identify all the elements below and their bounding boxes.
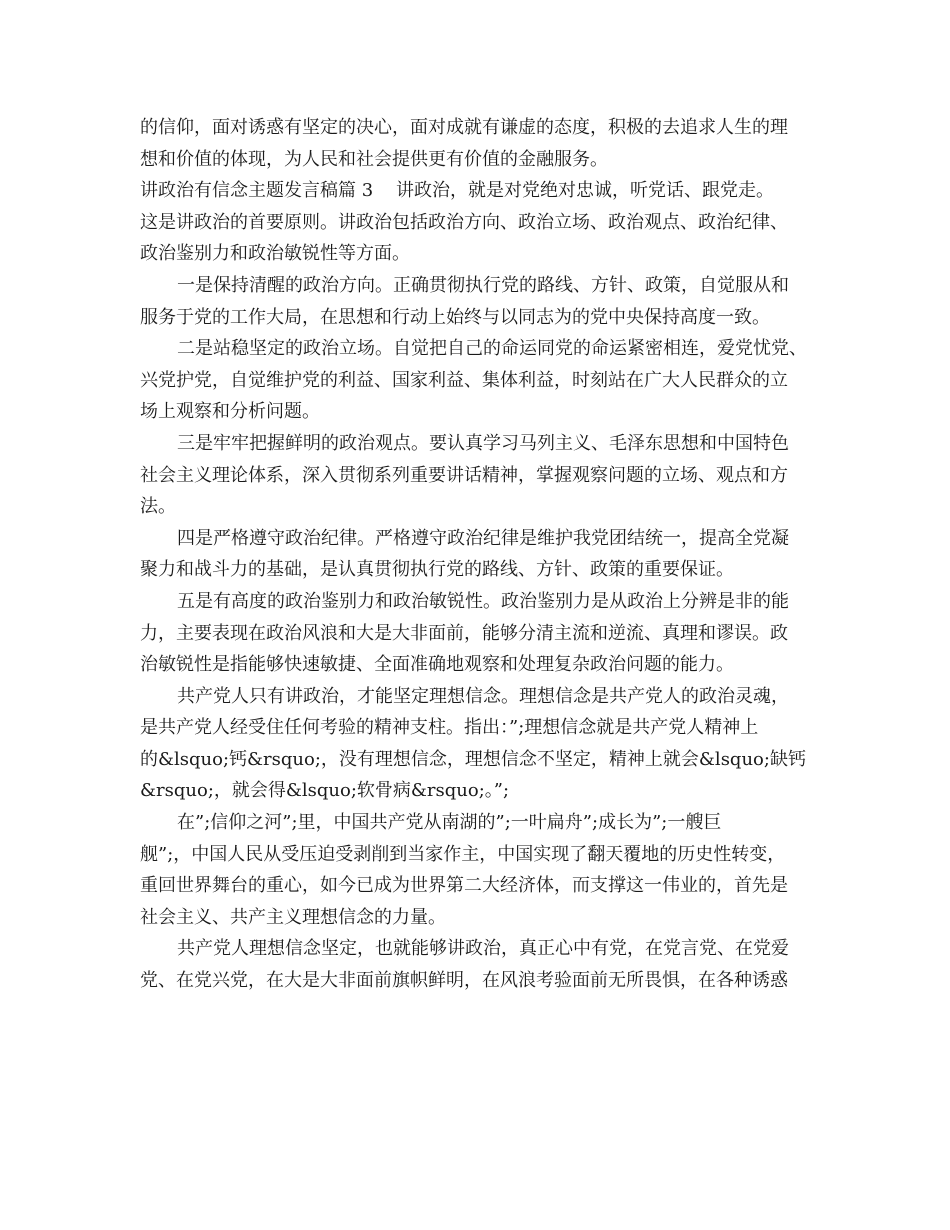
text-line: 舰”;，中国人民从受压迫受剥削到当家作主，中国实现了翻天覆地的历史性转变， [140,843,786,865]
paragraph-first-line: 二是站稳坚定的政治立场。自觉把自己的命运同党的命运紧密相连，爱党忧党、 [177,338,807,360]
text-line: 政治鉴别力和政治敏锐性等方面。 [140,243,410,265]
text-line: 力，主要表现在政治风浪和大是大非面前，能够分清主流和逆流、真理和谬误。政 [140,622,788,644]
text-line: 重回世界舞台的重心，如今已成为世界第二大经济体，而支撑这一伟业的，首先是 [140,875,788,897]
text-line: 想和价值的体现，为人民和社会提供更有价值的金融服务。 [140,148,608,170]
text-line: 社会主义、共产主义理想信念的力量。 [140,906,446,928]
text-line: &rsquo;，就会得&lsquo;软骨病&rsquo;。”; [140,780,510,802]
paragraph-first-line: 四是严格遵守政治纪律。严格遵守政治纪律是维护我党团结统一，提高全党凝 [177,527,789,549]
text-line: 的&lsquo;钙&rsquo;，没有理想信念，理想信念不坚定，精神上就会&lsquo;缺钙 [140,748,806,770]
text-line: 场上观察和分析问题。 [140,401,320,423]
section-heading-line: 讲政治有信念主题发言稿篇 3 讲政治，就是对党绝对忠诚，听党话、跟党走。 [140,180,775,202]
paragraph-first-line: 三是牢牢把握鲜明的政治观点。要认真学习马列主义、毛泽东思想和中国特色 [177,432,789,454]
text-line: 党、在党兴党，在大是大非面前旗帜鲜明，在风浪考验面前无所畏惧，在各种诱惑 [140,970,788,992]
text-line: 这是讲政治的首要原则。讲政治包括政治方向、政治立场、政治观点、政治纪律、 [140,211,788,233]
text-line: 法。 [140,496,176,518]
paragraph-first-line: 共产党人理想信念坚定，也就能够讲政治，真正心中有党，在党言党、在党爱 [177,938,789,960]
paragraph-first-line: 五是有高度的政治鉴别力和政治敏锐性。政治鉴别力是从政治上分辨是非的能 [177,590,789,612]
text-line: 治敏锐性是指能够快速敏捷、全面准确地观察和处理复杂政治问题的能力。 [140,654,734,676]
text-line: 服务于党的工作大局，在思想和行动上始终与以同志为的党中央保持高度一致。 [140,306,770,328]
paragraph-first-line: 共产党人只有讲政治，才能坚定理想信念。理想信念是共产党人的政治灵魂， [177,685,789,707]
text-line: 是共产党人经受住任何考验的精神支柱。指出：”;理想信念就是共产党人精神上 [140,717,759,739]
text-line: 聚力和战斗力的基础，是认真贯彻执行党的路线、方针、政策的重要保证。 [140,559,734,581]
text-line: 社会主义理论体系，深入贯彻系列重要讲话精神，掌握观察问题的立场、观点和方 [140,464,788,486]
document-page [140,112,830,997]
text-line: 的信仰，面对诱惑有坚定的决心，面对成就有谦虚的态度，积极的去追求人生的理 [140,117,788,138]
text-line: 兴党护党，自觉维护党的利益、国家利益、集体利益，时刻站在广大人民群众的立 [140,369,788,391]
paragraph-first-line: 一是保持清醒的政治方向。正确贯彻执行党的路线、方针、政策，自觉服从和 [177,274,789,296]
paragraph-first-line: 在”;信仰之河”;里，中国共产党从南湖的”;一叶扁舟”;成长为”;一艘巨 [177,812,722,834]
